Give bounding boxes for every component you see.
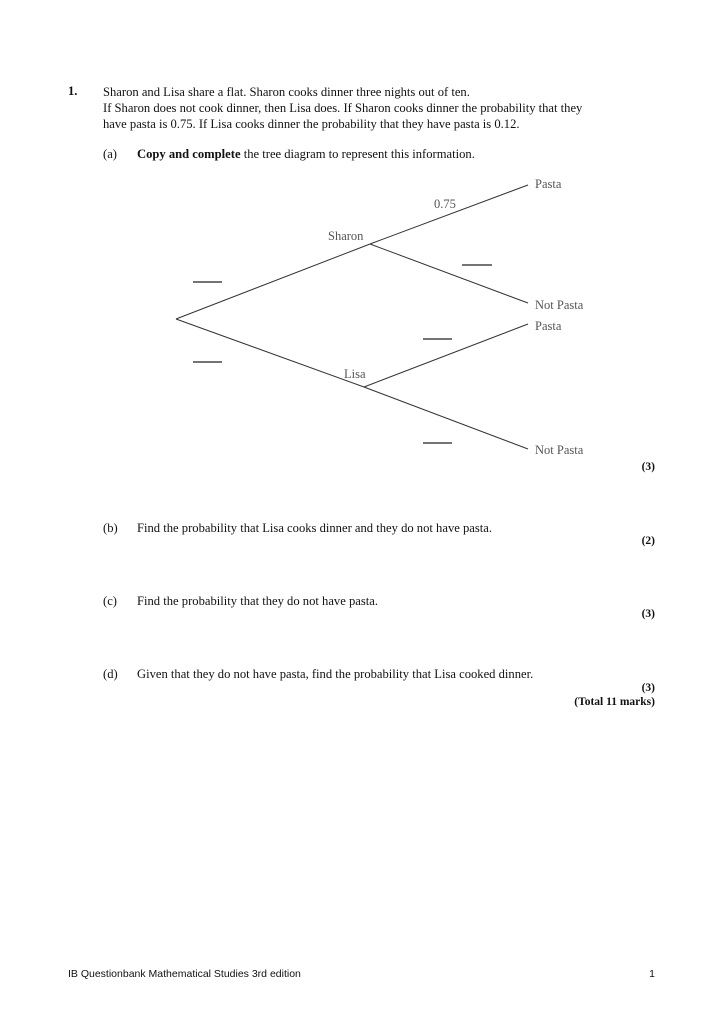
part-d-marks: (3) — [641, 682, 655, 694]
footer-source: IB Questionbank Mathematical Studies 3rd edition — [68, 968, 301, 980]
question-line-3: have pasta is 0.75. If Lisa cooks dinner the probability that they have pasta is 0.12. — [103, 117, 520, 131]
footer-page-number: 1 — [649, 968, 655, 980]
branch-sharon-pasta — [370, 185, 528, 244]
question-line-1: Sharon and Lisa share a flat. Sharon cooks dinner three nights out of ten. — [103, 85, 470, 99]
part-b-label: (b) — [103, 521, 118, 535]
part-d-label: (d) — [103, 667, 118, 681]
question-number: 1. — [68, 84, 78, 98]
outcome-sharon-pasta: Pasta — [535, 177, 562, 191]
part-a-rest: the tree diagram to represent this information. — [240, 147, 475, 161]
part-a-bold: Copy and complete — [137, 147, 241, 161]
prob-sharon-pasta: 0.75 — [434, 197, 456, 211]
total-marks: (Total 11 marks) — [574, 696, 655, 708]
part-a-marks: (3) — [641, 461, 655, 473]
part-b-text: Find the probability that Lisa cooks dinner and they do not have pasta. — [137, 521, 492, 535]
node-sharon: Sharon — [328, 229, 364, 243]
part-c-label: (c) — [103, 594, 117, 608]
node-lisa: Lisa — [344, 367, 366, 381]
branch-root-lisa — [176, 319, 364, 387]
part-c-text: Find the probability that they do not have pasta. — [137, 594, 378, 608]
tree-diagram — [0, 0, 724, 480]
outcome-lisa-pasta: Pasta — [535, 319, 562, 333]
part-a-label: (a) — [103, 147, 117, 161]
part-d-text: Given that they do not have pasta, find the probability that Lisa cooked dinner. — [137, 667, 534, 681]
branch-lisa-notpasta — [364, 387, 528, 449]
branch-lisa-pasta — [364, 324, 528, 387]
part-b-marks: (2) — [641, 535, 655, 547]
part-c-marks: (3) — [641, 608, 655, 620]
question-line-2: If Sharon does not cook dinner, then Lisa does. If Sharon cooks dinner the probability that they — [103, 101, 583, 115]
outcome-sharon-notpasta: Not Pasta — [535, 298, 584, 312]
branch-sharon-notpasta — [370, 244, 528, 303]
outcome-lisa-notpasta: Not Pasta — [535, 443, 584, 457]
